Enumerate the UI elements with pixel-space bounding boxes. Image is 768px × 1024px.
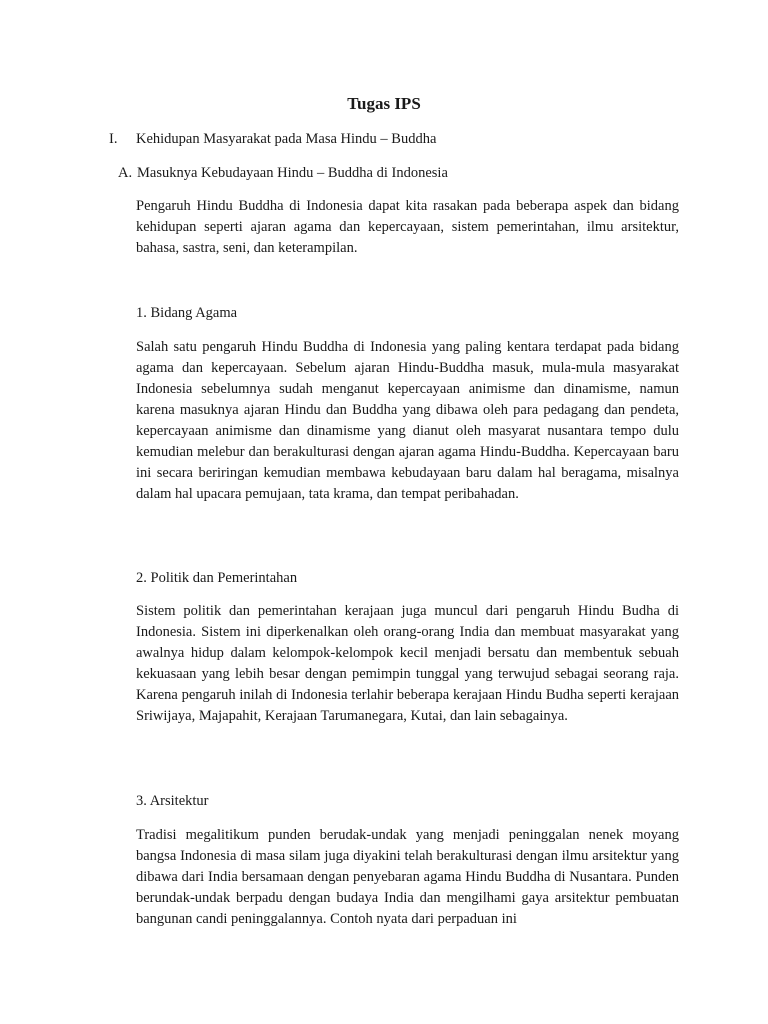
subsection-title: Masuknya Kebudayaan Hindu – Buddha di Indonesia (137, 165, 448, 181)
item-heading-agama: 1. Bidang Agama (136, 305, 238, 321)
section-heading (109, 131, 436, 148)
document-title: Tugas IPS (347, 94, 421, 113)
item-paragraph-politik: Sistem politik dan pemerintahan kerajaan juga muncul dari pengaruh Hindu Budha di Indonesia. Sistem ini diperkenalkan oleh orang-orang India dan membuat masyarakat yang awalnya hidup dalam kelompok-kelompok kecil menjadi bersatu dan membentuk sebuah kekuasaan yang lebih besar dengan pemimpin tunggal yang terwujud sebagai seorang raja. Karena pengaruh inilah di Indonesia terlahir beberapa kerajaan Hindu Budha seperti kerajaan Sriwijaya, Majapahit, Kerajaan Tarumanegara, Kutai, dan lain sebagainya. (136, 603, 679, 724)
item-heading-arsitektur: 3. Arsitektur (136, 793, 209, 809)
section-title: Kehidupan Masyarakat pada Masa Hindu – Buddha (136, 131, 437, 147)
intro-paragraph: Pengaruh Hindu Buddha di Indonesia dapat kita rasakan pada beberapa aspek dan bidang kehidupan seperti ajaran agama dan kepercayaan, sistem pemerintahan, ilmu arsitektur, bahasa, sastra, seni, dan keterampilan. (136, 198, 679, 256)
subsection-heading (118, 165, 448, 182)
section-number: I. (109, 131, 118, 147)
item-paragraph-agama: Salah satu pengaruh Hindu Buddha di Indonesia yang paling kentara terdapat pada bidang agama dan kepercayaan. Sebelum ajaran Hindu-Buddha masuk, mula-mula masyarakat Indonesia sebelumnya sudah menganut kepercayaan animisme dan dinamisme, namun karena masuknya ajaran Hindu dan Buddha yang dibawa oleh para pedagang dan pendeta, kepercayaan animisme dan dinamisme yang dianut oleh masyarat nusantara tempo dulu kemudian melebur dan berakulturasi dengan ajaran agama Hindu-Buddha. Kepercayaan baru ini secara beriringan kemudian membawa kebudayaan baru dalam hal beragama, misalnya dalam hal upacara pemujaan, tata krama, dan tempat peribahadan. (136, 339, 679, 502)
item-paragraph-arsitektur: Tradisi megalitikum punden berudak-undak yang menjadi peninggalan nenek moyang bangsa Indonesia di masa silam juga diyakini telah berakulturasi dengan ilmu arsitektur yang dibawa dari India bersamaan dengan penyebaran agama Hindu Buddha di Nusantara. Punden berundak-undak berpadu dengan budaya India dan mengilhami gaya arsitektur pembuatan bangunan candi peninggalannya. Contoh nyata dari perpaduan ini (136, 827, 679, 927)
item-heading-politik: 2. Politik dan Pemerintahan (136, 570, 298, 586)
subsection-number: A. (118, 165, 133, 181)
